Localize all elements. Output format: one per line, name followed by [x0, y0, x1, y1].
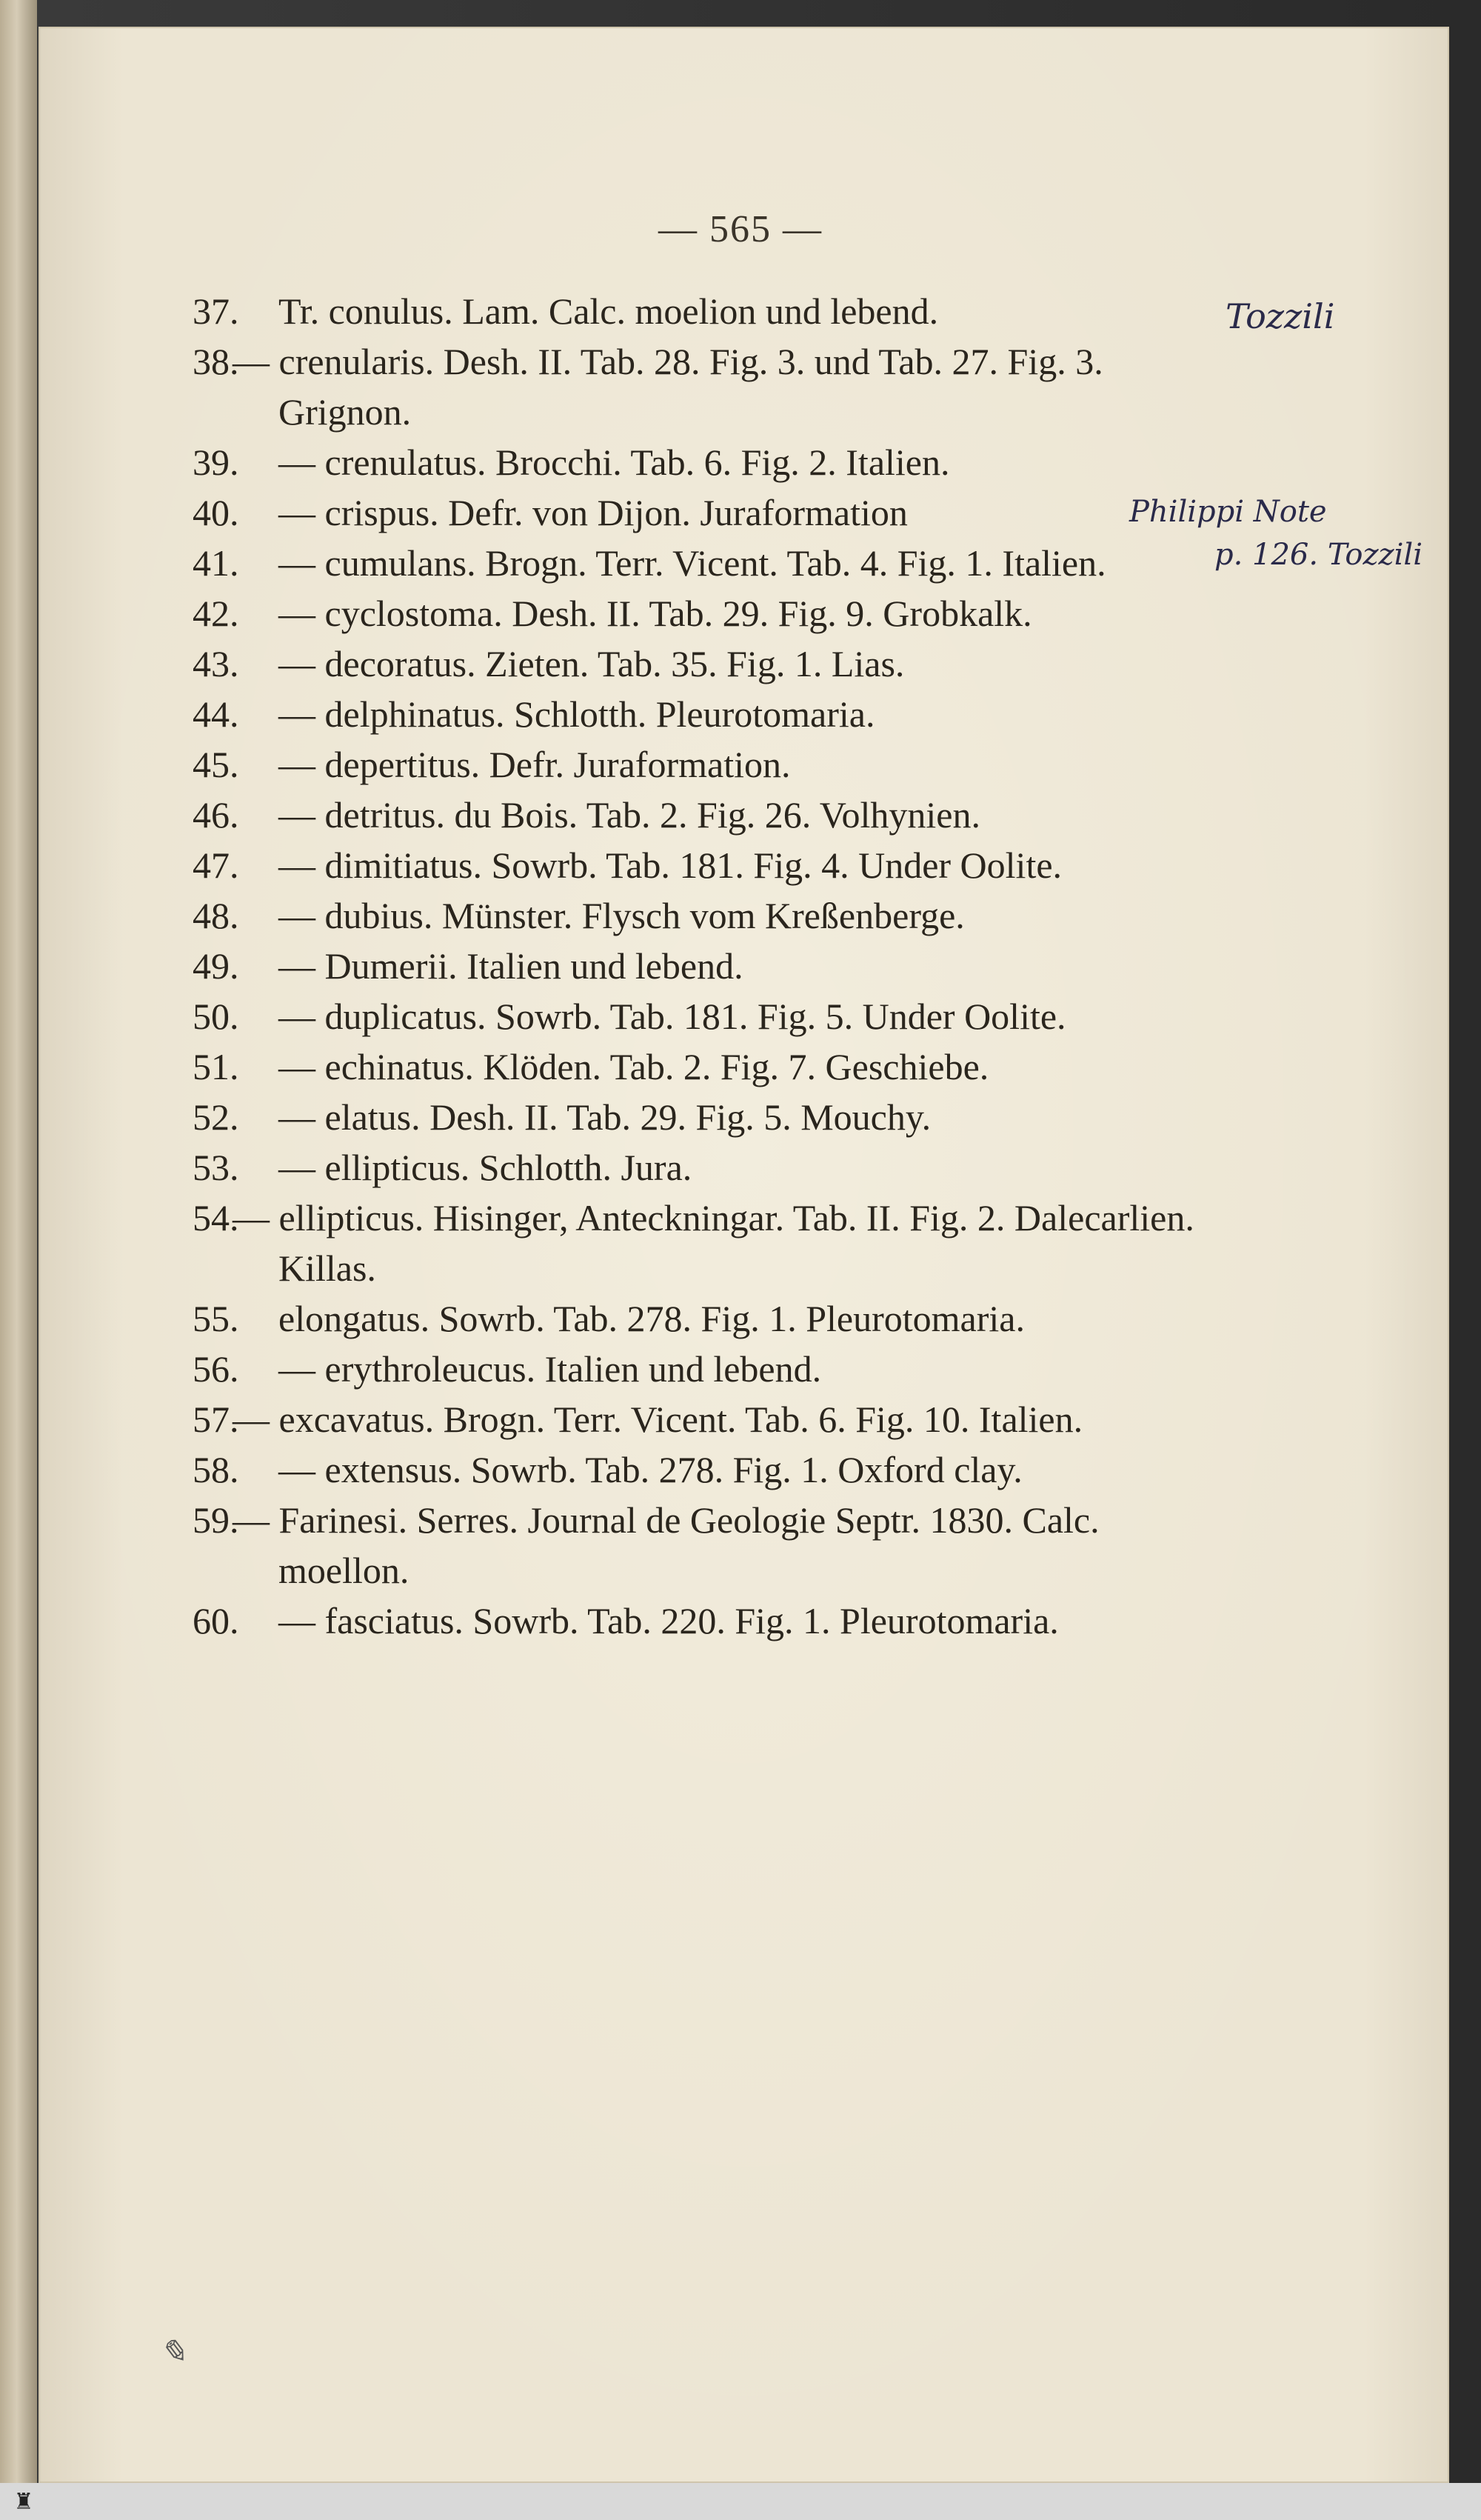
- entry-number: 45.: [193, 744, 239, 785]
- entry-text: — cyclostoma. Desh. II. Tab. 29. Fig. 9. Grobkalk.: [278, 593, 1032, 634]
- library-logo-icon: ♜: [13, 2489, 34, 2515]
- entry-number: 51.: [193, 1046, 239, 1087]
- list-item: [193, 739, 1229, 790]
- entry-text: — duplicatus. Sowrb. Tab. 181. Fig. 5. Under Oolite.: [278, 996, 1066, 1037]
- entry-text: — erythroleucus. Italien und lebend.: [278, 1348, 822, 1390]
- book-spine-edge: [0, 0, 37, 2489]
- entry-number: 42.: [193, 593, 239, 634]
- list-item: [193, 286, 1229, 336]
- entry-text: — elatus. Desh. II. Tab. 29. Fig. 5. Mouchy.: [278, 1096, 932, 1138]
- entry-number: 53.: [193, 1147, 239, 1188]
- entry-text: — decoratus. Zieten. Tab. 35. Fig. 1. Lias.: [278, 643, 905, 684]
- list-item: [193, 588, 1229, 639]
- entry-text: — crenularis. Desh. II. Tab. 28. Fig. 3. und Tab. 27. Fig. 3. Grignon.: [233, 341, 1103, 433]
- entry-text: Tr. conulus. Lam. Calc. moelion und lebend.: [278, 290, 939, 332]
- entry-number: 55.: [193, 1298, 239, 1339]
- handwritten-annotation: Philippi Note: [1129, 495, 1327, 529]
- list-item: [193, 790, 1229, 840]
- entry-number: 39.: [193, 441, 239, 483]
- entry-text: — dubius. Münster. Flysch vom Kreßenberge.: [278, 895, 965, 936]
- entry-text: — crenulatus. Brocchi. Tab. 6. Fig. 2. Italien.: [278, 441, 950, 483]
- entry-number: 48.: [193, 895, 239, 936]
- entry-text: — delphinatus. Schlotth. Pleurotomaria.: [278, 693, 875, 735]
- entry-number: 37.: [193, 290, 239, 332]
- entry-number: 40.: [193, 492, 239, 533]
- list-item: [193, 1293, 1229, 1344]
- entry-number: 44.: [193, 693, 239, 735]
- entry-text: — ellipticus. Hisinger, Anteckningar. Tab. II. Fig. 2. Dalecarlien. Killas.: [233, 1197, 1194, 1289]
- species-list: [193, 286, 1229, 1646]
- entry-number: 49.: [193, 945, 239, 987]
- list-item: [193, 1041, 1229, 1092]
- entry-text: — Dumerii. Italien und lebend.: [278, 945, 743, 987]
- entry-text: — echinatus. Klöden. Tab. 2. Fig. 7. Geschiebe.: [278, 1046, 989, 1087]
- list-item: [193, 1495, 1229, 1596]
- entry-number: 38.: [193, 341, 239, 382]
- entry-text: — cumulans. Brogn. Terr. Vicent. Tab. 4. Fig. 1. Italien.: [278, 542, 1106, 584]
- handwritten-annotation: Tozzili: [1226, 296, 1335, 336]
- list-item: [193, 1394, 1229, 1444]
- list-item: [193, 1092, 1229, 1142]
- entry-number: 47.: [193, 844, 239, 886]
- entry-text: — ellipticus. Schlotth. Jura.: [278, 1147, 692, 1188]
- entry-text: — extensus. Sowrb. Tab. 278. Fig. 1. Oxford clay.: [278, 1449, 1023, 1490]
- entry-number: 41.: [193, 542, 239, 584]
- entry-number: 52.: [193, 1096, 239, 1138]
- entry-number: 54.: [193, 1197, 239, 1239]
- entry-number: 60.: [193, 1600, 239, 1641]
- handwritten-annotation: p. 126. Tozzili: [1214, 538, 1423, 572]
- list-item: [193, 991, 1229, 1041]
- list-item: [193, 840, 1229, 890]
- entry-text: — detritus. du Bois. Tab. 2. Fig. 26. Volhynien.: [278, 794, 980, 836]
- list-item: [193, 890, 1229, 941]
- list-item: [193, 1193, 1229, 1293]
- entry-text: elongatus. Sowrb. Tab. 278. Fig. 1. Pleurotomaria.: [278, 1298, 1025, 1339]
- entry-number: 58.: [193, 1449, 239, 1490]
- entry-text: — Farinesi. Serres. Journal de Geologie Septr. 1830. Calc. moellon.: [233, 1499, 1100, 1591]
- entry-number: 56.: [193, 1348, 239, 1390]
- list-item: [193, 689, 1229, 739]
- list-item: [193, 538, 1229, 588]
- list-item: [193, 437, 1229, 487]
- list-item: [193, 336, 1229, 437]
- page-number: — 565 —: [658, 208, 823, 250]
- margin-scribble-icon: ✎: [159, 2333, 187, 2371]
- entry-text: — excavatus. Brogn. Terr. Vicent. Tab. 6. Fig. 10. Italien.: [233, 1399, 1083, 1440]
- entry-number: 43.: [193, 643, 239, 684]
- list-item: [193, 487, 1229, 538]
- list-item: [193, 941, 1229, 991]
- list-item: [193, 1142, 1229, 1193]
- entry-number: 57.: [193, 1399, 239, 1440]
- list-item: [193, 1344, 1229, 1394]
- scan-footer-strip: [0, 2483, 1481, 2520]
- entry-text: — depertitus. Defr. Juraformation.: [278, 744, 791, 785]
- list-item: [193, 1596, 1229, 1646]
- entry-number: 46.: [193, 794, 239, 836]
- entry-text: — fasciatus. Sowrb. Tab. 220. Fig. 1. Pleurotomaria.: [278, 1600, 1059, 1641]
- list-item: [193, 1444, 1229, 1495]
- entry-text: — dimitiatus. Sowrb. Tab. 181. Fig. 4. Under Oolite.: [278, 844, 1063, 886]
- list-item: [193, 639, 1229, 689]
- entry-number: 50.: [193, 996, 239, 1037]
- entry-number: 59.: [193, 1499, 239, 1541]
- entry-text: — crispus. Defr. von Dijon. Juraformation: [278, 492, 908, 533]
